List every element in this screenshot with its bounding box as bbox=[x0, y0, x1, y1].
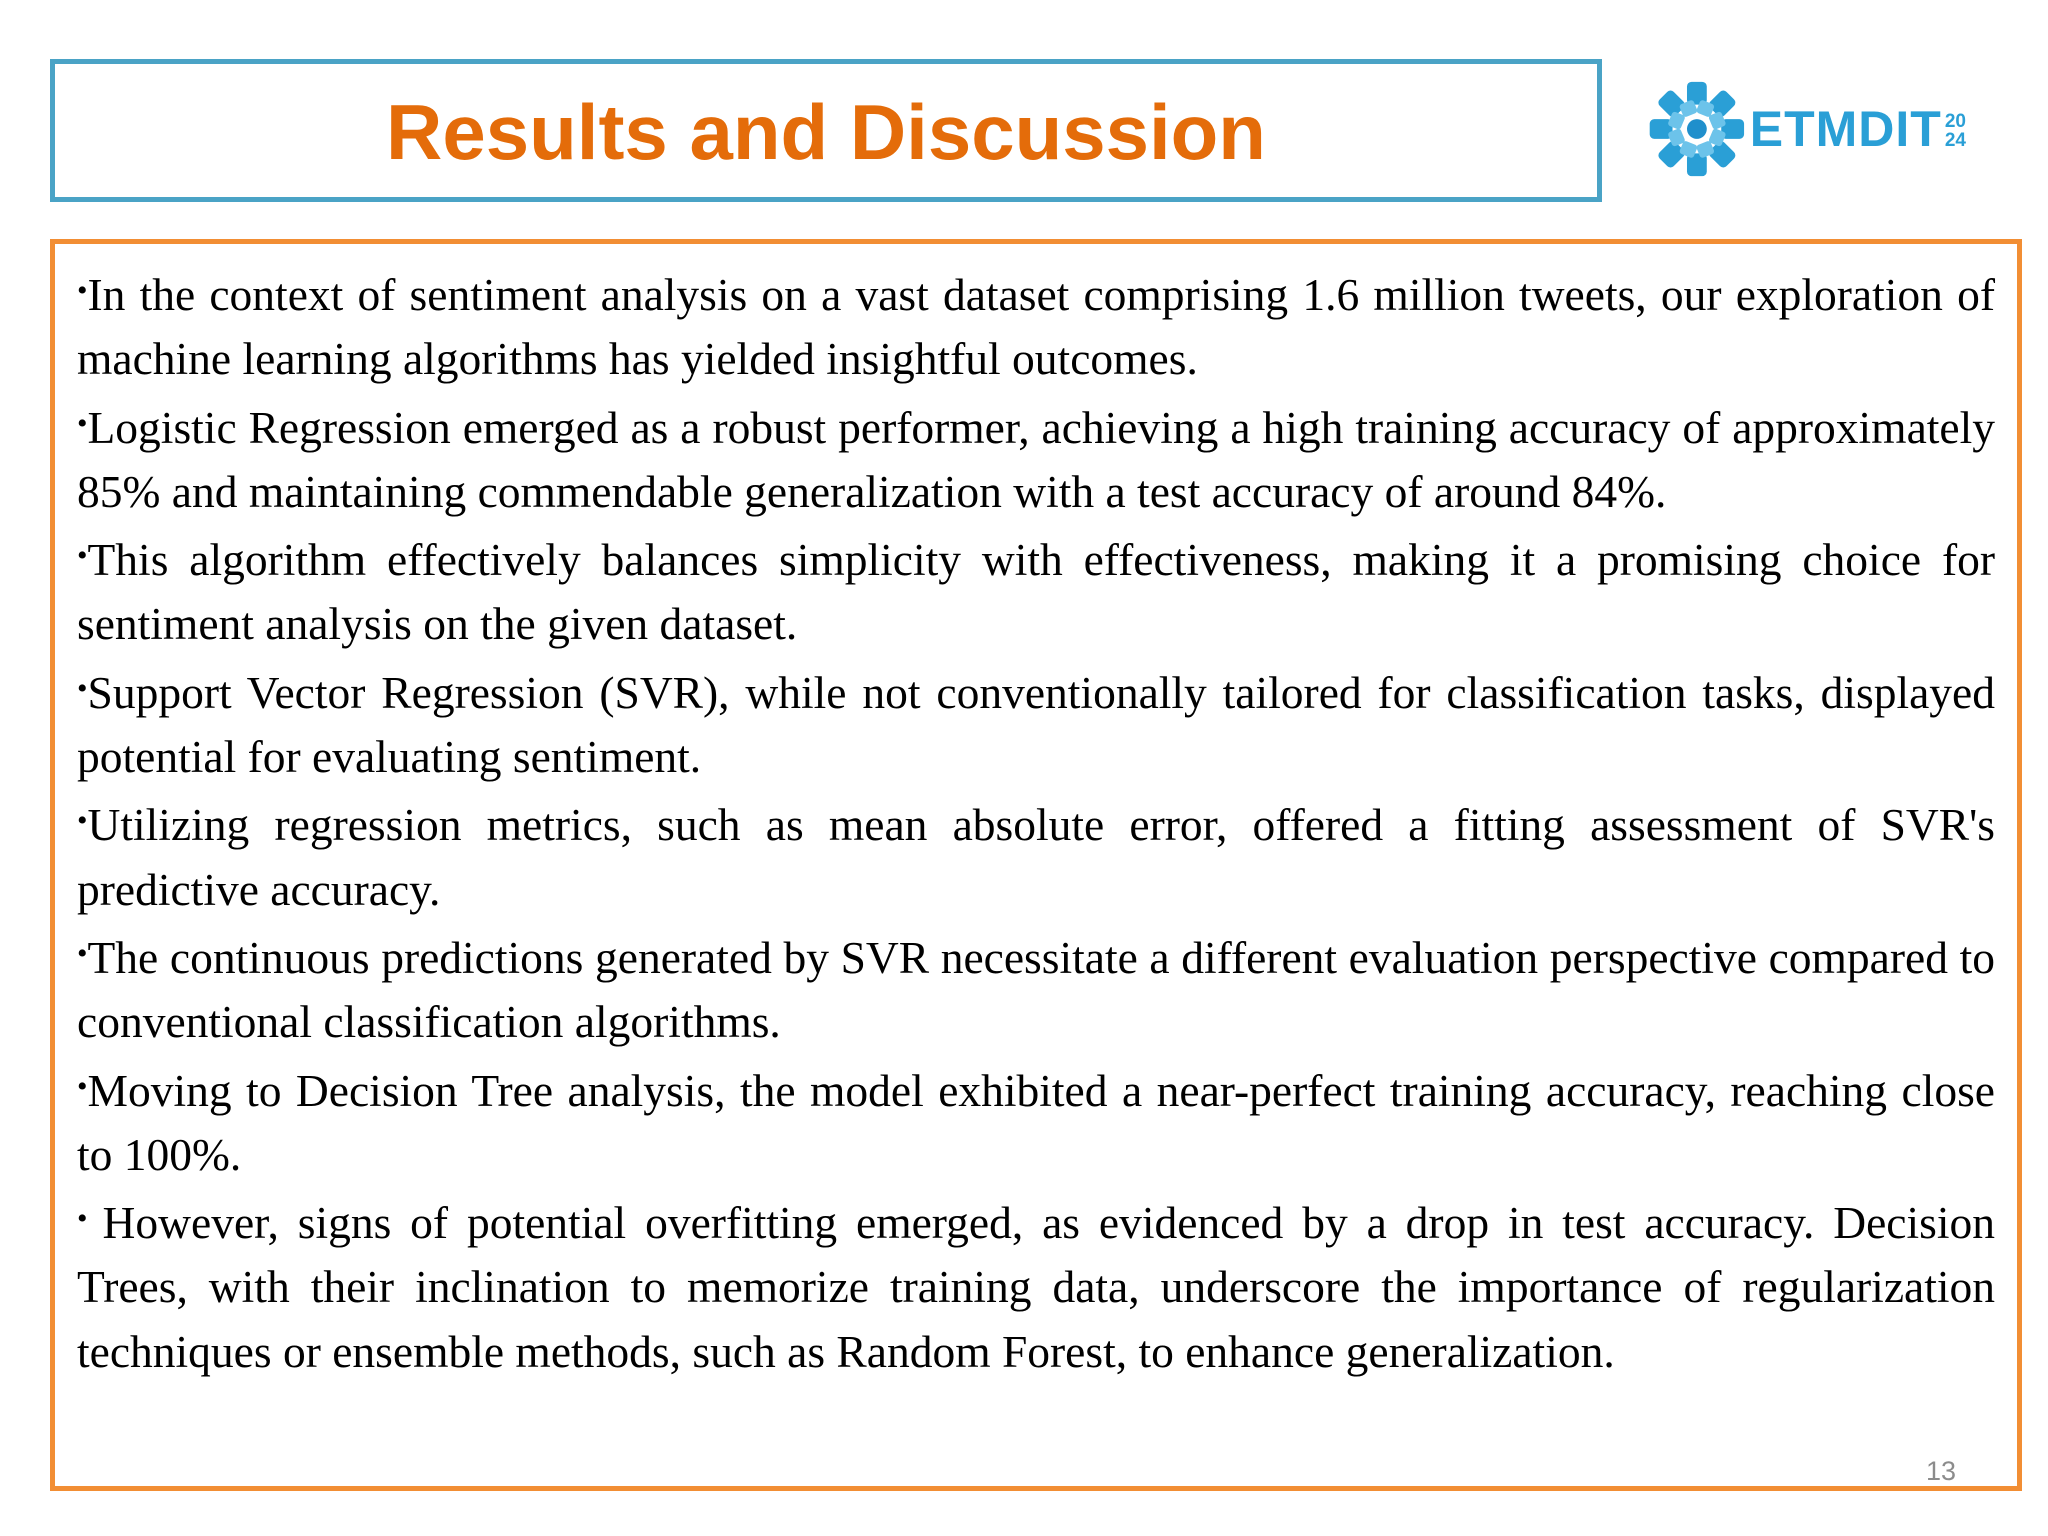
logo-year-top: 20 bbox=[1944, 111, 1966, 132]
bullet-marker: • bbox=[77, 274, 88, 307]
bullet-text: Logistic Regression emerged as a robust performer, achieving a high training accuracy of approximately 85% and maintaining commendable generalization with a test accuracy of around 84%. bbox=[77, 401, 1995, 517]
bullet-text: Moving to Decision Tree analysis, the model exhibited a near-perfect training accuracy, reaching close to 100%. bbox=[77, 1064, 1995, 1180]
bullet-text: Utilizing regression metrics, such as mean absolute error, offered a fitting assessment of SVR's predictive accuracy. bbox=[77, 799, 1995, 915]
bullet-marker: • bbox=[77, 1069, 88, 1103]
bullet-item bbox=[77, 657, 1995, 790]
bullet-text: However, signs of potential overfitting emerged, as evidenced by a drop in test accuracy. Decision Trees, with their inclination to memorize training data, underscore the importance of regularization techniques or ensemble methods, such as Random Forest, to enhance generalization. bbox=[77, 1197, 1995, 1377]
bullet-marker: • bbox=[77, 671, 88, 705]
bullet-item bbox=[77, 922, 1995, 1055]
bullet-text: This algorithm effectively balances simplicity with effectiveness, making it a promising choice for sentiment analysis on the given dataset. bbox=[77, 534, 1995, 650]
logo-year-bottom: 24 bbox=[1944, 130, 1966, 151]
bullet-text: In the context of sentiment analysis on a vast dataset comprising 1.6 million tweets, our exploration of machine learning algorithms has yielded insightful outcomes. bbox=[77, 269, 1995, 385]
bullet-marker: • bbox=[77, 936, 88, 970]
bullet-item bbox=[77, 789, 1995, 922]
slide-title: Results and Discussion bbox=[386, 88, 1266, 176]
bullet-text: The continuous predictions generated by SVR necessitate a different evaluation perspective compared to conventional classification algorithms. bbox=[77, 931, 1995, 1048]
bullet-item bbox=[77, 1187, 1995, 1384]
bullet-marker: • bbox=[77, 539, 88, 573]
page-number: 13 bbox=[1925, 1456, 1956, 1486]
logo-name: ETMDIT bbox=[1749, 101, 1942, 157]
bullet-text: Support Vector Regression (SVR), while not conventionally tailored for classification tasks, displayed potential for evaluating sentiment. bbox=[77, 666, 1995, 783]
logo-year bbox=[1945, 112, 1966, 150]
bullet-marker: • bbox=[77, 804, 88, 838]
etmdit-logo bbox=[1636, 52, 1966, 206]
title-box bbox=[50, 59, 1602, 202]
content-box bbox=[50, 239, 2022, 1491]
bullet-item bbox=[77, 1055, 1995, 1188]
bullet-marker: • bbox=[77, 1202, 103, 1236]
bullet-item bbox=[77, 259, 1995, 392]
bullet-item bbox=[77, 392, 1995, 525]
bullet-marker: • bbox=[77, 406, 88, 440]
etmdit-flower-icon bbox=[1636, 52, 1758, 206]
bullet-item bbox=[77, 524, 1995, 657]
